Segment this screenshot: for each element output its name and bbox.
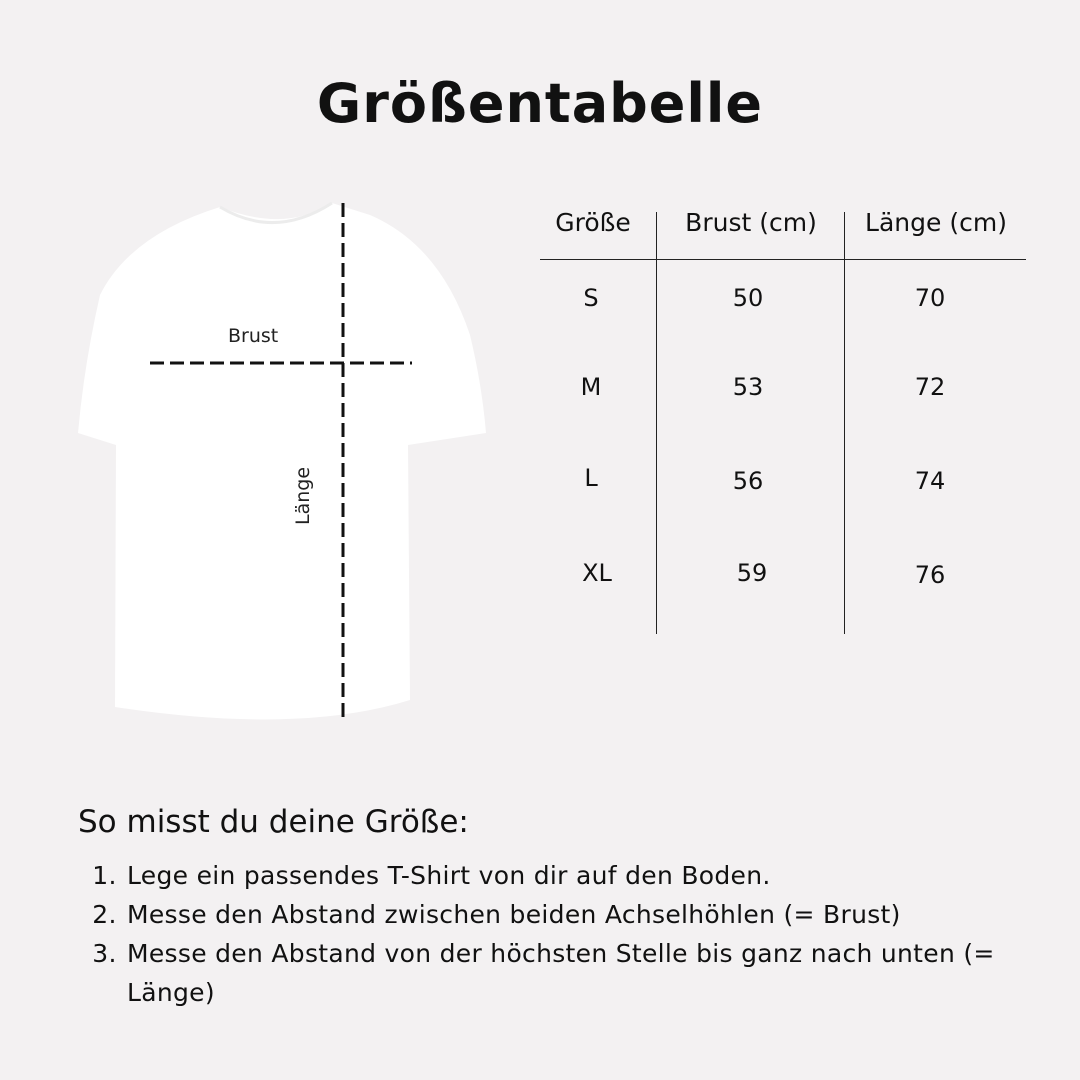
cell-laenge: 76 bbox=[914, 561, 946, 589]
cell-size: XL bbox=[582, 559, 612, 587]
size-table bbox=[540, 200, 1026, 640]
header-groesse: Größe bbox=[555, 208, 631, 237]
tshirt-diagram bbox=[70, 195, 500, 735]
cell-size: S bbox=[583, 284, 599, 312]
laenge-label: Länge bbox=[292, 466, 314, 525]
list-item: 2. Messe den Abstand zwischen beiden Achselhöhlen (= Brust) bbox=[125, 895, 1025, 934]
cell-laenge: 70 bbox=[914, 284, 946, 312]
cell-brust: 59 bbox=[736, 559, 768, 587]
cell-size: M bbox=[580, 373, 602, 401]
table-divider bbox=[844, 212, 845, 634]
list-item: 3. Messe den Abstand von der höchsten Stelle bis ganz nach unten (= Länge) bbox=[125, 934, 1025, 1012]
cell-brust: 53 bbox=[732, 373, 764, 401]
tshirt-illustration bbox=[70, 195, 500, 735]
howto-title: So misst du deine Größe: bbox=[78, 804, 469, 840]
page-title: Größentabelle bbox=[316, 72, 764, 135]
brust-label: Brust bbox=[228, 325, 279, 347]
header-brust: Brust (cm) bbox=[685, 208, 817, 237]
table-header-rule bbox=[540, 259, 1026, 260]
header-laenge: Länge (cm) bbox=[865, 208, 1007, 237]
cell-laenge: 74 bbox=[914, 467, 946, 495]
cell-size: L bbox=[584, 464, 598, 492]
cell-brust: 50 bbox=[732, 284, 764, 312]
table-divider bbox=[656, 212, 657, 634]
cell-brust: 56 bbox=[732, 467, 764, 495]
list-item: 1. Lege ein passendes T-Shirt von dir auf den Boden. bbox=[125, 856, 1025, 895]
cell-laenge: 72 bbox=[914, 373, 946, 401]
tshirt-shape bbox=[78, 203, 486, 719]
howto-steps bbox=[78, 856, 1025, 1012]
